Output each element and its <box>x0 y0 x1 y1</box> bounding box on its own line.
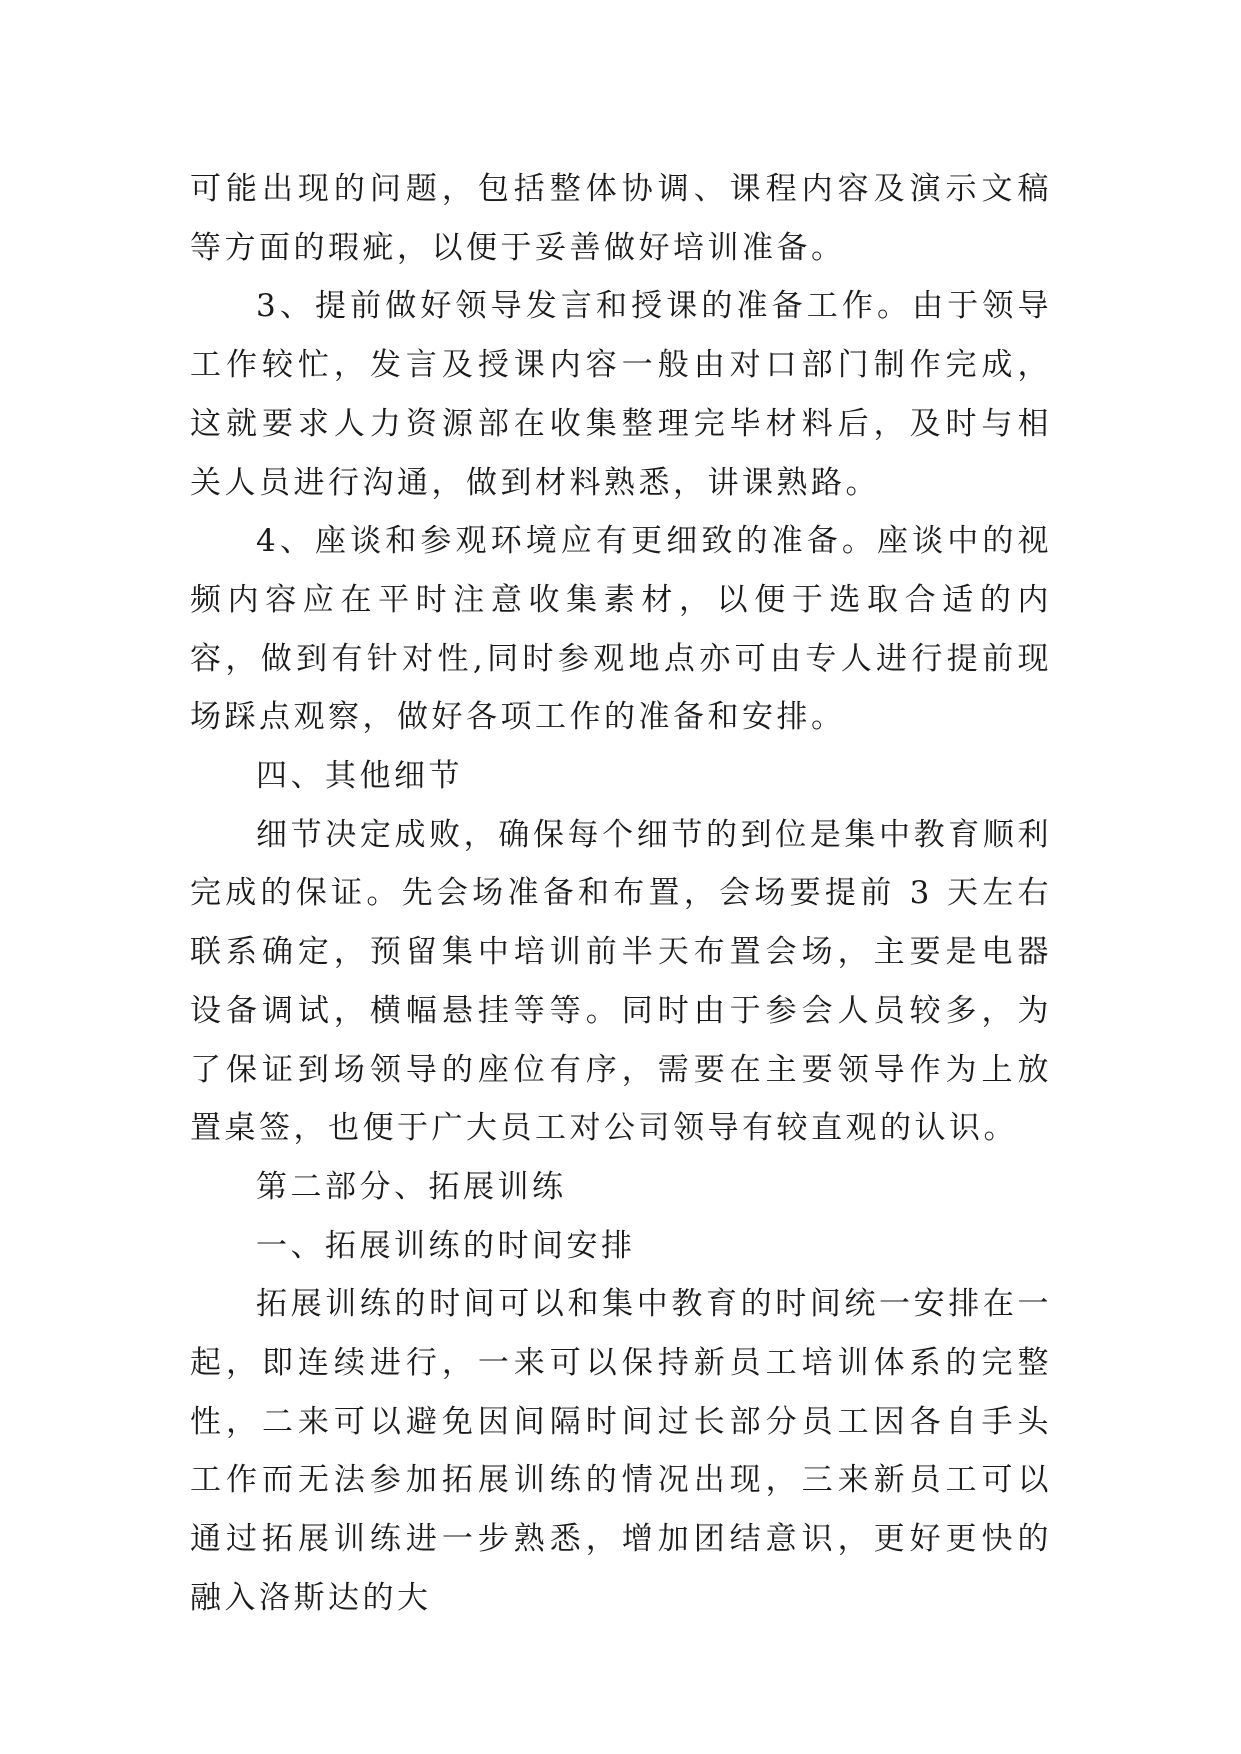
section-heading-time-arrangement: 一、拓展训练的时间安排 <box>256 1227 636 1264</box>
part-heading-expansion-training: 第二部分、拓展训练 <box>256 1168 567 1205</box>
paragraph-1: 可能出现的问题，包括整体协调、课程内容及演示文稿等方面的瑕疵，以便于妥善做好培训准备。 <box>190 171 1052 266</box>
paragraph-2: 3、提前做好领导发言和授课的准备工作。由于领导工作较忙，发言及授课内容一般由对口部门制作完成，这就要求人力资源部在收集整理完毕材料后，及时与相关人员进行沟通，做到材料熟悉，讲课熟路。 <box>190 288 1052 501</box>
document-body <box>190 160 1052 1628</box>
section-heading-other-details: 四、其他细节 <box>256 758 463 795</box>
paragraph-5: 拓展训练的时间可以和集中教育的时间统一安排在一起，即连续进行，一来可以保持新员工培训体系的完整性，二来可以避免因间隔时间过长部分员工因各自手头工作而无法参加拓展训练的情况出现，三来新员工可以通过拓展训练进一步熟悉，增加团结意识，更好更快的融入洛斯达的大 <box>190 1286 1052 1616</box>
paragraph-4: 细节决定成败，确保每个细节的到位是集中教育顺利完成的保证。先会场准备和布置，会场要提前 3 天左右联系确定，预留集中培训前半天布置会场，主要是电器设备调试，横幅悬挂等等。同时由于参会人员较多，为了保证到场领导的座位有序，需要在主要领导作为上放置桌签，也便于广大员工对公司领导有较直观的认识。 <box>190 816 1052 1147</box>
paragraph-3: 4、座谈和参观环境应有更细致的准备。座谈中的视频内容应在平时注意收集素材，以便于选取合适的内容，做到有针对性,同时参观地点亦可由专人进行提前现场踩点观察，做好各项工作的准备和安排。 <box>190 523 1052 736</box>
